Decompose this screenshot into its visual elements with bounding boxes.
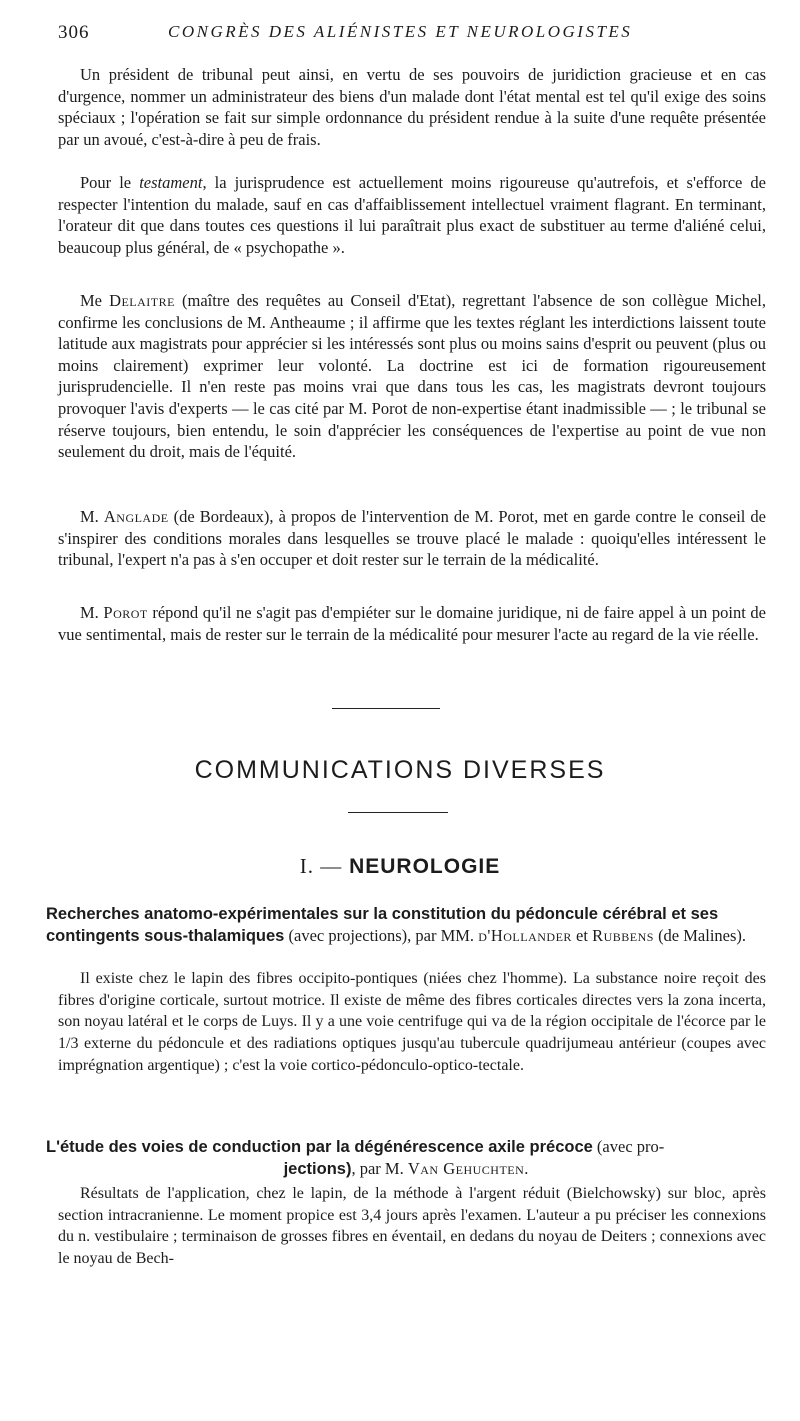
paragraph-anglade-text: (de Bordeaux), à propos de l'intervention de M. Porot, met en garde contre le conseil de s'inspirer des conditions morales dans lesquelles se trouve placé le malade : quoiqu'elles intéressent le tribunal, l'expert n'a pas à s'en occuper et doit rester sur le terrain de la médicalité. <box>58 507 767 570</box>
entry-title-degenerescence-line2 <box>46 1158 766 1180</box>
subsection-number: I. — <box>299 854 343 878</box>
paragraph-testament-rest: , la jurisprudence est actuellement moins rigoureuse qu'autrefois, et s'efforce de respecter l'intention du malade, sauf en cas d'affaiblissement intellectuel vraiment flagrant. En terminant, l'orateur dit que dans toutes ces questions il lui paraîtrait plus exact de substituer au terme d'aliéné celui, beaucoup plus général, de « psychopathe ». <box>58 173 766 257</box>
entry-title-degenerescence-after: . <box>524 1159 529 1178</box>
paragraph-delaitre <box>58 290 766 463</box>
paragraph-porot-text: répond qu'il ne s'agit pas d'empiéter sur le domaine juridique, ni de faire appel à un point de vue sentimental, mais de rester sur le terrain de la médicalité pour mesurer l'acte au regard de la vie réelle. <box>58 603 766 644</box>
speaker-name-anglade: Anglade <box>103 507 169 526</box>
paragraph-porot <box>58 602 766 645</box>
entry-body-pedoncule: Il existe chez le lapin des fibres occipito-pontiques (niées chez l'homme). La substance noire reçoit des fibres d'origine corticale, surtout motrice. Il existe de même des fibres corticales directes vers la zona incerta, son noyau latéral et le corps de Luys. Il y a une voie centrifuge qui va de la région occipitale de l'écorce par le 1/3 externe du pédoncule et des radiations optiques jusqu'au tubercule quadrijumeau antérieur (coupes avec imprégnation argentique) ; c'est la voie cortico-pédonculo-optico-tectale. <box>58 970 766 1074</box>
speaker-name-delaitre: Delaitre <box>109 291 175 310</box>
author-rubbens: Rubbens <box>592 926 654 945</box>
subsection-title <box>0 854 800 879</box>
author-van-gehuchten: Van Gehuchten <box>407 1159 525 1178</box>
entry-body-degenerescence: Résultats de l'application, chez le lapin, de la méthode à l'argent réduit (Bielchowsky) sur bloc, après section intracranienne. Le moment propice est 3,4 jours après l'examen. L'auteur a pu préciser les connexions du n. vestibulaire ; terminaison de grosses fibres en éventail, en dedans du noyau de Deiters ; connexions avec le noyau de Bech- <box>58 1185 766 1268</box>
entry-title-pedoncule-after: (de Malines). <box>653 926 747 945</box>
separator-rule <box>332 708 440 709</box>
entry-title-degenerescence <box>46 1136 766 1180</box>
paragraph-delaitre-text: (maître des requêtes au Conseil d'Etat), regrettant l'absence de son collègue Michel, confirme les conclusions de M. Antheaume ; il affirme que les textes réglant les interdictions laissent toute latitude aux magistrats pour apprécier si les intéressés sont plus ou moins sains d'esprit ou peuvent (plus ou moins clairement) exprimer leur volonté. La doctrine est ici de formation rigoureusement jurisprudencielle. Il n'en reste pas moins vrai que dans tous les cas, les magistrats devront toujours provoquer l'avis d'experts — le cas cité par M. Porot de non-expertise étant inadmissible — ; le tribunal se réserve toujours, bien entendu, le soin d'apprécier les conséquences de l'expertise au point de vue non seulement du droit, mais de l'équité. <box>58 291 766 462</box>
entry-title-degenerescence-bold: L'étude des voies de conduction par la dégénérescence axile précoce <box>46 1138 593 1156</box>
entry-title-degenerescence-rest: , par M. <box>351 1159 408 1178</box>
section-underline-rule <box>348 812 448 813</box>
section-title: COMMUNICATIONS DIVERSES <box>194 756 606 784</box>
entry-title-pedoncule-rest: (avec projections), par MM. <box>284 926 479 945</box>
speaker-name-porot: Porot <box>103 603 148 622</box>
entry-title-degenerescence-paren: (avec pro- <box>592 1137 665 1156</box>
entry-title-degenerescence-bold-2: jections) <box>283 1160 352 1178</box>
author-dhollander: d'Hollander <box>478 926 572 945</box>
honorific-m-anglade: M. <box>80 507 104 526</box>
running-title: CONGRÈS DES ALIÉNISTES ET NEUROLOGISTES <box>168 22 633 41</box>
paragraph-anglade <box>58 506 766 571</box>
running-head <box>58 22 766 50</box>
honorific-me: Me <box>80 291 110 310</box>
paragraph-testament <box>58 172 766 258</box>
honorific-m-porot: M. <box>80 603 104 622</box>
entry-title-pedoncule <box>46 903 766 947</box>
entry-title-pedoncule-between: et <box>571 926 593 945</box>
paragraph-testament-start: Pour le <box>80 173 140 192</box>
paragraph-administrator: Un président de tribunal peut ainsi, en vertu de ses pouvoirs de juridiction gracieuse et en cas d'urgence, nommer un administrateur des biens d'un malade dont l'état mental est tel qu'il exige des soins spéciaux ; l'opération se fait sur simple ordonnance du président rendue à la suite d'une requête présentée par un avoué, c'est-à-dire à peu de frais. <box>58 65 766 149</box>
page-number: 306 <box>58 22 90 43</box>
subsection-name: NEUROLOGIE <box>349 855 501 878</box>
entry-title-pedoncule-bold: Recherches anatomo-expérimentales sur la constitution du pédoncule cérébral et ses contingents sous-thalamiques <box>46 905 719 945</box>
testament-word: testament <box>139 173 203 192</box>
